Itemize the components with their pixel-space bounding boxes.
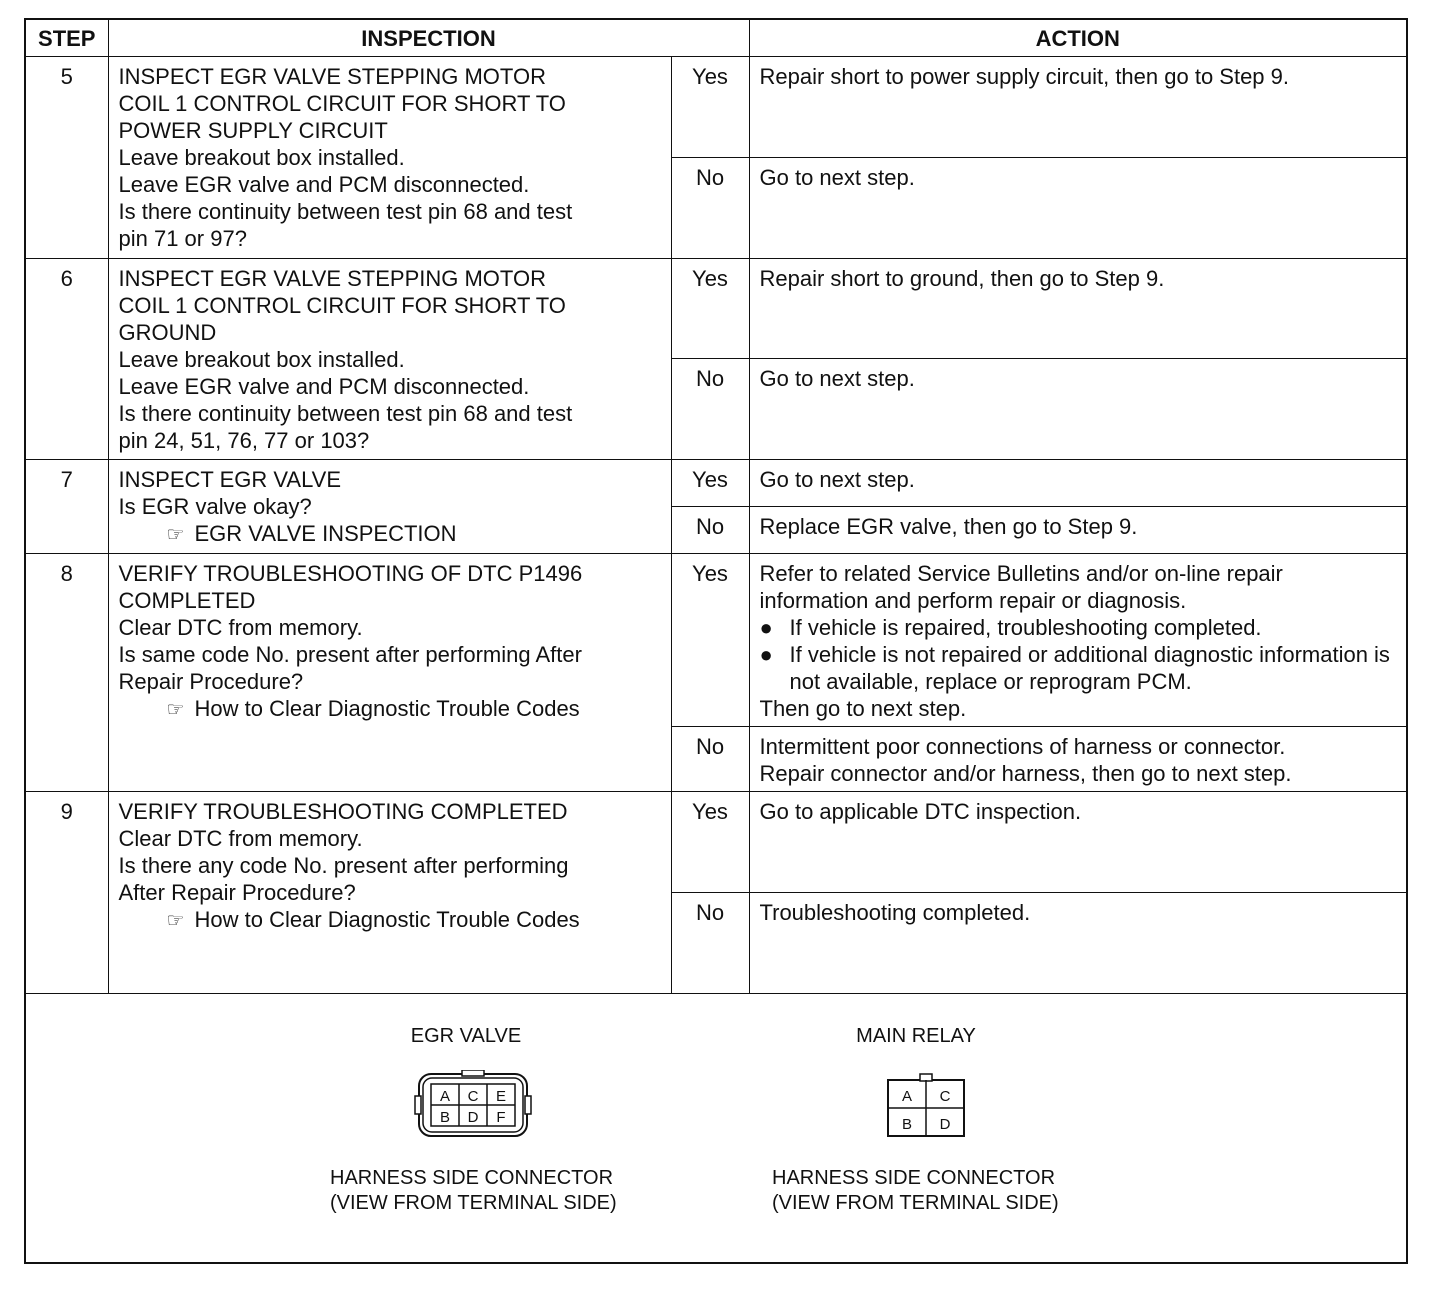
action-line: Go to applicable DTC inspection. bbox=[759, 799, 1082, 824]
step-number: 6 bbox=[26, 259, 108, 460]
table-row bbox=[26, 554, 1406, 727]
action-line: Intermittent poor connections of harness or connector. bbox=[759, 734, 1286, 759]
procedure-sheet bbox=[24, 18, 1408, 1264]
egr-caption-line1: HARNESS SIDE CONNECTOR bbox=[330, 1167, 614, 1189]
inspection-line: After Repair Procedure? bbox=[118, 880, 356, 905]
inspection-line: Is there continuity between test pin 68 and test bbox=[118, 401, 573, 426]
table-row bbox=[26, 460, 1406, 507]
bullet-item bbox=[760, 614, 1397, 641]
inspection-line: COIL 1 CONTROL CIRCUIT FOR SHORT TO bbox=[118, 293, 566, 318]
inspection-line: Is same code No. present after performing After bbox=[118, 642, 582, 667]
inspection-line: Is EGR valve okay? bbox=[118, 494, 312, 519]
yes-action bbox=[749, 792, 1406, 893]
inspection-line: Leave EGR valve and PCM disconnected. bbox=[118, 374, 530, 399]
pin-label: A bbox=[901, 1088, 913, 1105]
inspection-cell bbox=[108, 554, 671, 792]
action-line: Repair short to ground, then go to Step 9. bbox=[759, 266, 1165, 291]
action-line: Troubleshooting completed. bbox=[759, 900, 1031, 925]
table-row bbox=[26, 259, 1406, 359]
inspection-cell bbox=[108, 460, 671, 554]
pointing-hand-icon: ☞ bbox=[166, 910, 185, 932]
inspection-line: INSPECT EGR VALVE STEPPING MOTOR bbox=[118, 64, 546, 89]
troubleshooting-table bbox=[26, 20, 1406, 994]
inspection-line: COIL 1 CONTROL CIRCUIT FOR SHORT TO bbox=[118, 91, 566, 116]
reference-text: How to Clear Diagnostic Trouble Codes bbox=[194, 696, 580, 721]
no-label: No bbox=[671, 727, 749, 792]
connector-figure bbox=[26, 990, 1406, 1264]
yes-action bbox=[749, 259, 1406, 359]
bullet-icon: ● bbox=[759, 642, 773, 667]
pin-label: F bbox=[496, 1109, 506, 1126]
inspection-cell bbox=[108, 259, 671, 460]
yes-action bbox=[749, 57, 1406, 158]
bullet-text: If vehicle is not repaired or additional diagnostic information is not available, replace or reprogram PCM. bbox=[789, 642, 1390, 694]
action-line: Then go to next step. bbox=[759, 696, 967, 721]
relay-caption-line1: HARNESS SIDE CONNECTOR bbox=[772, 1167, 1056, 1189]
inspection-line: pin 24, 51, 76, 77 or 103? bbox=[118, 428, 370, 453]
no-label: No bbox=[671, 507, 749, 554]
inspection-line: Is there any code No. present after performing bbox=[118, 853, 569, 878]
pin-label: C bbox=[939, 1088, 951, 1105]
no-action bbox=[749, 359, 1406, 460]
no-label: No bbox=[671, 359, 749, 460]
no-action bbox=[749, 507, 1406, 554]
step-number: 5 bbox=[26, 57, 108, 259]
inspection-line: Clear DTC from memory. bbox=[118, 615, 363, 640]
action-line: Repair connector and/or harness, then go to next step. bbox=[759, 761, 1292, 786]
no-label: No bbox=[671, 893, 749, 994]
yes-label: Yes bbox=[671, 259, 749, 359]
reference-link bbox=[119, 906, 661, 935]
relay-caption-line2: (VIEW FROM TERMINAL SIDE) bbox=[772, 1192, 1059, 1214]
inspection-line: Repair Procedure? bbox=[118, 669, 304, 694]
step-header: STEP bbox=[26, 20, 108, 57]
no-label: No bbox=[671, 158, 749, 259]
action-header: ACTION bbox=[749, 20, 1406, 57]
inspection-line: GROUND bbox=[118, 320, 217, 345]
inspection-cell bbox=[108, 792, 671, 994]
pointing-hand-icon: ☞ bbox=[166, 699, 185, 721]
pin-label: D bbox=[467, 1109, 479, 1126]
action-line: information and perform repair or diagnosis. bbox=[759, 588, 1187, 613]
yes-label: Yes bbox=[671, 57, 749, 158]
reference-link bbox=[119, 520, 661, 549]
step-number: 7 bbox=[26, 460, 108, 554]
step-number: 8 bbox=[26, 554, 108, 792]
inspection-line: POWER SUPPLY CIRCUIT bbox=[118, 118, 388, 143]
pin-label: C bbox=[467, 1088, 479, 1105]
no-action bbox=[749, 158, 1406, 259]
pointing-hand-icon: ☞ bbox=[166, 524, 185, 546]
action-line: Go to next step. bbox=[759, 165, 915, 190]
yes-action bbox=[749, 460, 1406, 507]
reference-link bbox=[119, 695, 661, 724]
action-line: Refer to related Service Bulletins and/or on-line repair bbox=[759, 561, 1283, 586]
inspection-header: INSPECTION bbox=[108, 20, 749, 57]
egr-caption-line2: (VIEW FROM TERMINAL SIDE) bbox=[330, 1192, 617, 1214]
inspection-cell bbox=[108, 57, 671, 259]
no-action bbox=[749, 893, 1406, 994]
bullet-item bbox=[760, 641, 1397, 695]
pin-label: B bbox=[439, 1109, 451, 1126]
action-line: Go to next step. bbox=[759, 366, 915, 391]
pin-label: B bbox=[901, 1116, 913, 1133]
table-row bbox=[26, 792, 1406, 893]
inspection-line: INSPECT EGR VALVE bbox=[118, 467, 342, 492]
table-row bbox=[26, 57, 1406, 158]
inspection-line: Leave EGR valve and PCM disconnected. bbox=[118, 172, 530, 197]
inspection-line: COMPLETED bbox=[118, 588, 256, 613]
bullet-text: If vehicle is repaired, troubleshooting completed. bbox=[789, 615, 1262, 640]
inspection-line: Clear DTC from memory. bbox=[118, 826, 363, 851]
egr-valve-title: EGR VALVE bbox=[410, 1025, 522, 1047]
step-number: 9 bbox=[26, 792, 108, 994]
header-row bbox=[26, 20, 1406, 57]
reference-text: EGR VALVE INSPECTION bbox=[194, 521, 457, 546]
inspection-line: pin 71 or 97? bbox=[118, 226, 247, 251]
no-action bbox=[749, 727, 1406, 792]
action-line: Replace EGR valve, then go to Step 9. bbox=[759, 514, 1138, 539]
yes-action bbox=[749, 554, 1406, 727]
bullet-icon: ● bbox=[759, 615, 773, 640]
inspection-line: VERIFY TROUBLESHOOTING COMPLETED bbox=[118, 799, 568, 824]
action-line: Repair short to power supply circuit, then go to Step 9. bbox=[759, 64, 1290, 89]
main-relay-connector-icon bbox=[884, 1072, 968, 1142]
pin-label: D bbox=[939, 1116, 951, 1133]
reference-text: How to Clear Diagnostic Trouble Codes bbox=[194, 907, 580, 932]
pin-label: E bbox=[495, 1088, 507, 1105]
main-relay-title: MAIN RELAY bbox=[856, 1025, 976, 1047]
pin-label: A bbox=[439, 1088, 451, 1105]
inspection-line: VERIFY TROUBLESHOOTING OF DTC P1496 bbox=[118, 561, 583, 586]
inspection-line: Leave breakout box installed. bbox=[118, 347, 405, 372]
yes-label: Yes bbox=[671, 460, 749, 507]
egr-valve-connector-icon bbox=[414, 1070, 534, 1142]
inspection-line: Is there continuity between test pin 68 and test bbox=[118, 199, 573, 224]
inspection-line: Leave breakout box installed. bbox=[118, 145, 405, 170]
action-line: Go to next step. bbox=[759, 467, 915, 492]
yes-label: Yes bbox=[671, 792, 749, 893]
inspection-line: INSPECT EGR VALVE STEPPING MOTOR bbox=[118, 266, 546, 291]
yes-label: Yes bbox=[671, 554, 749, 727]
